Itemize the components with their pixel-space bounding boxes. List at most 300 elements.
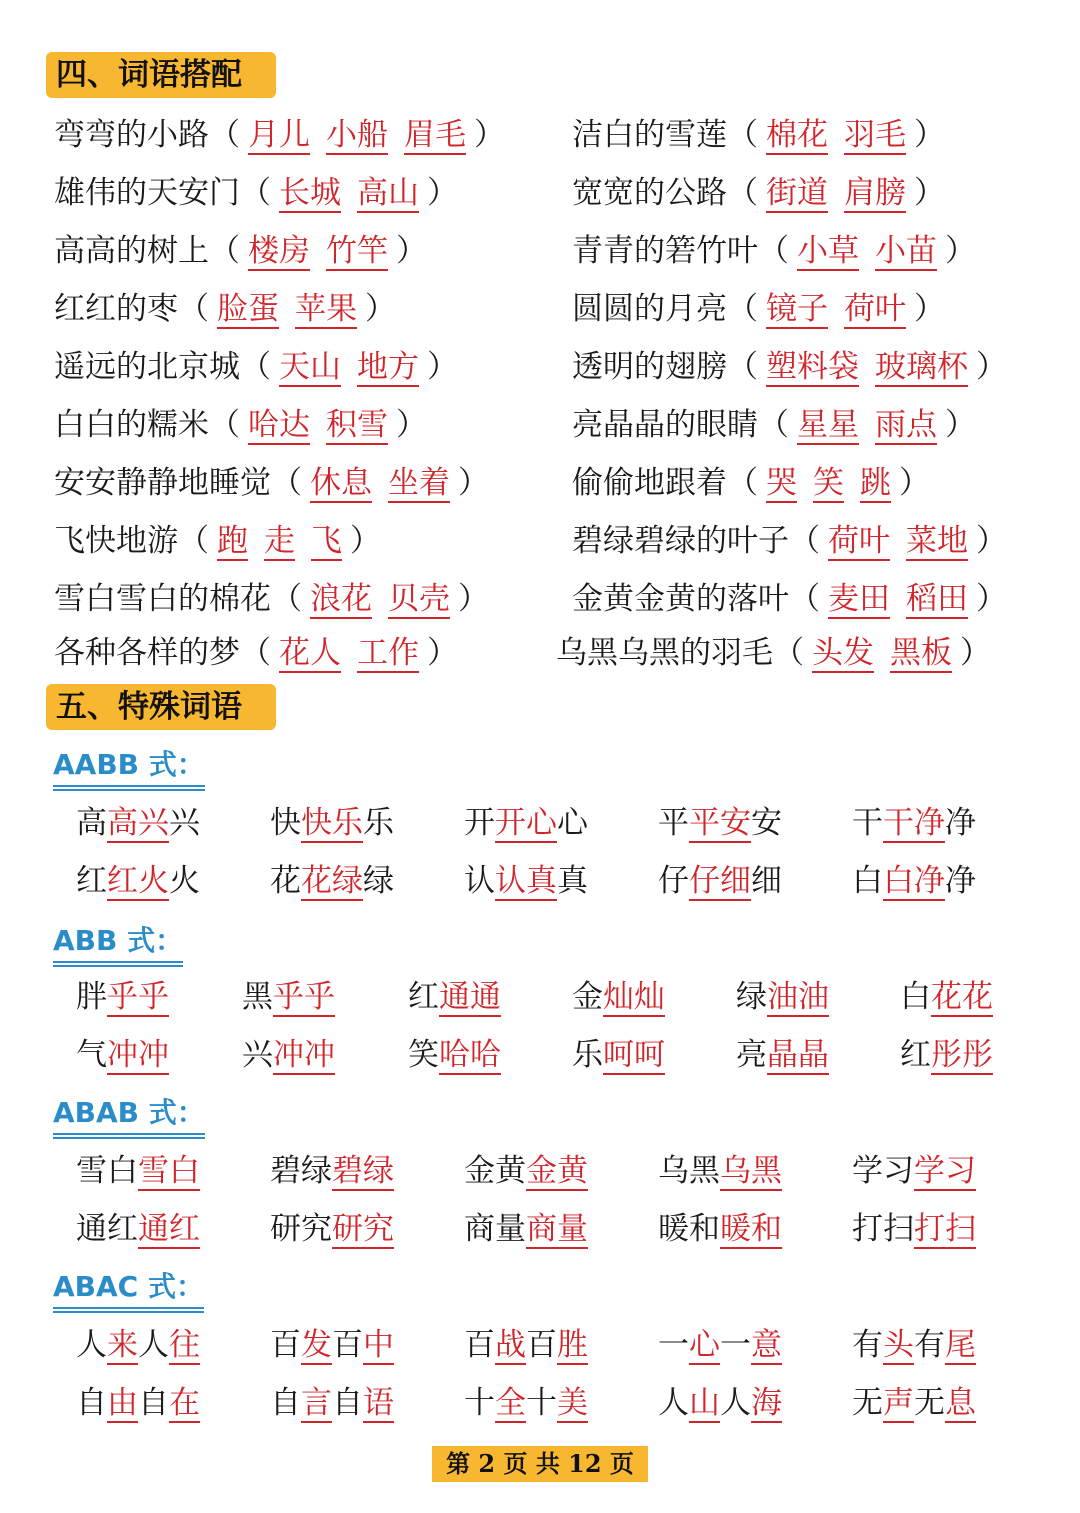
collocation-phrase: 遥远的北京城 <box>54 349 240 385</box>
word-part: 打扫 <box>852 1211 914 1247</box>
close-paren: ） <box>474 117 505 153</box>
close-paren: ） <box>427 635 458 671</box>
close-paren: ） <box>976 581 1007 617</box>
word-item <box>242 1030 335 1080</box>
word-item <box>270 1320 394 1370</box>
collocation-answer: 苹果 <box>295 291 357 327</box>
word-part: 暖和 <box>658 1211 720 1247</box>
word-item <box>464 798 588 848</box>
word-part: 细 <box>751 863 782 899</box>
word-part-highlight: 声 <box>883 1385 914 1421</box>
open-paren: （ <box>758 407 789 443</box>
collocation-answer: 麦田 <box>828 581 890 617</box>
open-paren: （ <box>271 581 302 617</box>
word-part: 胖 <box>76 979 107 1015</box>
collocation-answer: 长城 <box>279 175 341 211</box>
collocation-answer: 花人 <box>279 635 341 671</box>
open-paren: （ <box>727 465 758 501</box>
collocation-answer: 镜子 <box>766 291 828 327</box>
collocation-item <box>54 400 427 450</box>
word-part: 笑 <box>408 1037 439 1073</box>
word-part: 自 <box>76 1385 107 1421</box>
word-part: 红 <box>76 863 107 899</box>
word-part: 红 <box>900 1037 931 1073</box>
word-part-highlight: 冲冲 <box>107 1037 169 1073</box>
word-item <box>852 798 976 848</box>
word-item <box>464 1146 588 1196</box>
word-item <box>76 1320 200 1370</box>
word-part-highlight: 油油 <box>767 979 829 1015</box>
word-part: 火 <box>169 863 200 899</box>
open-paren: （ <box>271 465 302 501</box>
word-part-highlight: 山 <box>689 1385 720 1421</box>
word-item <box>76 1378 200 1428</box>
word-part: 干 <box>852 805 883 841</box>
word-part: 商量 <box>464 1211 526 1247</box>
word-item <box>464 1204 588 1254</box>
word-part: 无 <box>852 1385 883 1421</box>
word-item <box>76 1030 169 1080</box>
word-item <box>900 1030 993 1080</box>
word-part-highlight: 哈哈 <box>439 1037 501 1073</box>
close-paren: ） <box>914 175 945 211</box>
collocation-phrase: 飞快地游 <box>54 523 178 559</box>
close-paren: ） <box>976 523 1007 559</box>
collocation-answer: 笑 <box>813 465 844 501</box>
collocation-answer: 竹竿 <box>326 233 388 269</box>
word-item <box>76 1204 200 1254</box>
word-item <box>658 1378 782 1428</box>
word-part-highlight: 红火 <box>107 863 169 899</box>
word-part: 十 <box>526 1385 557 1421</box>
word-item <box>572 1030 665 1080</box>
collocation-phrase: 弯弯的小路 <box>54 117 209 153</box>
collocation-answer: 菜地 <box>906 523 968 559</box>
word-item <box>408 972 501 1022</box>
word-part-highlight: 干净 <box>883 805 945 841</box>
word-item <box>270 856 394 906</box>
close-paren: ） <box>945 233 976 269</box>
collocation-answer: 羽毛 <box>844 117 906 153</box>
word-item <box>76 798 200 848</box>
collocation-phrase: 高高的树上 <box>54 233 209 269</box>
collocation-item <box>54 284 396 334</box>
word-item <box>658 1146 782 1196</box>
collocation-item <box>54 458 489 508</box>
word-pattern-label: ABB 式： <box>53 924 183 963</box>
collocation-item <box>572 284 945 334</box>
word-item <box>464 856 588 906</box>
collocation-phrase: 青青的箬竹叶 <box>572 233 758 269</box>
close-paren: ） <box>945 407 976 443</box>
word-part: 有 <box>914 1327 945 1363</box>
word-part-highlight: 尾 <box>945 1327 976 1363</box>
collocation-answer: 黑板 <box>890 635 952 671</box>
close-paren: ） <box>350 523 381 559</box>
word-item <box>736 972 829 1022</box>
word-part: 乌黑 <box>658 1153 720 1189</box>
word-item <box>270 1146 394 1196</box>
close-paren: ） <box>365 291 396 327</box>
word-part-highlight: 彤彤 <box>931 1037 993 1073</box>
word-part-highlight: 战 <box>495 1327 526 1363</box>
collocation-row <box>0 516 1080 566</box>
collocation-phrase: 碧绿碧绿的叶子 <box>572 523 789 559</box>
collocation-item <box>572 226 976 276</box>
word-part-highlight: 通红 <box>138 1211 200 1247</box>
word-part: 心 <box>557 805 588 841</box>
word-item <box>852 856 976 906</box>
close-paren: ） <box>914 117 945 153</box>
word-item <box>852 1146 976 1196</box>
word-part: 乐 <box>572 1037 603 1073</box>
collocation-item <box>54 516 381 566</box>
collocation-answer: 哈达 <box>248 407 310 443</box>
word-part: 黑 <box>242 979 273 1015</box>
collocation-answer: 高山 <box>357 175 419 211</box>
word-part-highlight: 平安 <box>689 805 751 841</box>
open-paren: （ <box>209 407 240 443</box>
word-pattern-label: ABAB 式： <box>53 1096 205 1135</box>
word-item <box>270 1378 394 1428</box>
collocation-answer: 脸蛋 <box>217 291 279 327</box>
word-part-highlight: 商量 <box>526 1211 588 1247</box>
word-part-highlight: 由 <box>107 1385 138 1421</box>
word-part-highlight: 研究 <box>332 1211 394 1247</box>
word-part: 仔 <box>658 863 689 899</box>
word-part: 红 <box>408 979 439 1015</box>
word-part-highlight: 乎乎 <box>107 979 169 1015</box>
collocation-item <box>54 628 458 678</box>
word-item <box>658 1204 782 1254</box>
collocation-answer: 贝壳 <box>388 581 450 617</box>
collocation-phrase: 偷偷地跟着 <box>572 465 727 501</box>
word-part-highlight: 乌黑 <box>720 1153 782 1189</box>
collocation-answer: 眉毛 <box>404 117 466 153</box>
collocation-row <box>0 226 1080 276</box>
collocation-answer: 小苗 <box>875 233 937 269</box>
collocation-phrase: 白白的糯米 <box>54 407 209 443</box>
word-part: 百 <box>464 1327 495 1363</box>
word-part-highlight: 言 <box>301 1385 332 1421</box>
collocation-answer: 浪花 <box>310 581 372 617</box>
word-part-highlight: 语 <box>363 1385 394 1421</box>
collocation-answer: 稻田 <box>906 581 968 617</box>
word-part-highlight: 在 <box>169 1385 200 1421</box>
word-pattern-label: ABAC 式： <box>53 1270 204 1309</box>
collocation-answer: 棉花 <box>766 117 828 153</box>
word-item <box>76 1146 200 1196</box>
word-part-highlight: 快乐 <box>301 805 363 841</box>
collocation-answer: 天山 <box>279 349 341 385</box>
collocation-answer: 肩膀 <box>844 175 906 211</box>
word-part-highlight: 晶晶 <box>767 1037 829 1073</box>
collocation-answer: 荷叶 <box>828 523 890 559</box>
word-row <box>0 1146 1080 1196</box>
collocation-phrase: 雪白雪白的棉花 <box>54 581 271 617</box>
word-part: 十 <box>464 1385 495 1421</box>
open-paren: （ <box>789 523 820 559</box>
collocation-item <box>54 226 427 276</box>
close-paren: ） <box>960 635 991 671</box>
word-part: 一 <box>658 1327 689 1363</box>
word-item <box>464 1320 588 1370</box>
open-paren: （ <box>240 349 271 385</box>
close-paren: ） <box>914 291 945 327</box>
word-part: 研究 <box>270 1211 332 1247</box>
word-part-highlight: 中 <box>363 1327 394 1363</box>
word-part-highlight: 呵呵 <box>603 1037 665 1073</box>
word-part: 气 <box>76 1037 107 1073</box>
collocation-row <box>0 168 1080 218</box>
word-part: 乐 <box>363 805 394 841</box>
word-part-highlight: 来 <box>107 1327 138 1363</box>
word-part-highlight: 头 <box>883 1327 914 1363</box>
word-part: 净 <box>945 863 976 899</box>
section-title-special-words: 五、特殊词语 <box>46 684 276 730</box>
word-part: 有 <box>852 1327 883 1363</box>
word-part-highlight: 冲冲 <box>273 1037 335 1073</box>
word-item <box>242 972 335 1022</box>
collocation-answer: 头发 <box>812 635 874 671</box>
open-paren: （ <box>758 233 789 269</box>
open-paren: （ <box>209 233 240 269</box>
word-pattern-label: AABB 式： <box>53 748 205 787</box>
collocation-row <box>0 628 1080 678</box>
word-part: 快 <box>270 805 301 841</box>
open-paren: （ <box>178 291 209 327</box>
word-part-highlight: 认真 <box>495 863 557 899</box>
collocation-item <box>572 458 930 508</box>
word-part: 碧绿 <box>270 1153 332 1189</box>
word-item <box>852 1378 976 1428</box>
word-part: 学习 <box>852 1153 914 1189</box>
word-item <box>658 1320 782 1370</box>
word-part: 人 <box>76 1327 107 1363</box>
word-item <box>852 1320 976 1370</box>
collocation-item <box>572 110 945 160</box>
collocation-row <box>0 342 1080 392</box>
collocation-phrase: 透明的翅膀 <box>572 349 727 385</box>
word-part-highlight: 美 <box>557 1385 588 1421</box>
word-row <box>0 1320 1080 1370</box>
collocation-answer: 走 <box>264 523 295 559</box>
word-part-highlight: 仔细 <box>689 863 751 899</box>
collocation-item <box>572 342 1007 392</box>
collocation-answer: 地方 <box>357 349 419 385</box>
word-part-highlight: 胜 <box>557 1327 588 1363</box>
word-part-highlight: 灿灿 <box>603 979 665 1015</box>
collocation-phrase: 圆圆的月亮 <box>572 291 727 327</box>
word-part-highlight: 通通 <box>439 979 501 1015</box>
open-paren: （ <box>727 349 758 385</box>
word-part: 真 <box>557 863 588 899</box>
word-item <box>658 798 782 848</box>
word-part: 白 <box>900 979 931 1015</box>
collocation-row <box>0 574 1080 624</box>
collocation-phrase: 红红的枣 <box>54 291 178 327</box>
word-part: 自 <box>332 1385 363 1421</box>
word-part-highlight: 打扫 <box>914 1211 976 1247</box>
collocation-row <box>0 400 1080 450</box>
collocation-phrase: 安安静静地睡觉 <box>54 465 271 501</box>
word-item <box>76 856 200 906</box>
collocation-answer: 哭 <box>766 465 797 501</box>
open-paren: （ <box>178 523 209 559</box>
collocation-item <box>572 400 976 450</box>
word-part: 花 <box>270 863 301 899</box>
word-part-highlight: 意 <box>751 1327 782 1363</box>
word-part: 自 <box>270 1385 301 1421</box>
collocation-item <box>556 628 991 678</box>
word-item <box>572 972 665 1022</box>
word-part-highlight: 白净 <box>883 863 945 899</box>
word-part: 百 <box>332 1327 363 1363</box>
word-part: 高 <box>76 805 107 841</box>
word-part-highlight: 高兴 <box>107 805 169 841</box>
word-part: 自 <box>138 1385 169 1421</box>
word-item <box>852 1204 976 1254</box>
open-paren: （ <box>240 175 271 211</box>
page-number: 第 2 页 共 12 页 <box>432 1446 648 1482</box>
word-part: 金 <box>572 979 603 1015</box>
close-paren: ） <box>899 465 930 501</box>
collocation-answer: 月儿 <box>248 117 310 153</box>
collocation-item <box>54 110 505 160</box>
collocation-answer: 玻璃杯 <box>875 349 968 385</box>
collocation-item <box>572 168 945 218</box>
collocation-item <box>572 516 1007 566</box>
word-part: 人 <box>720 1385 751 1421</box>
open-paren: （ <box>209 117 240 153</box>
word-part: 金黄 <box>464 1153 526 1189</box>
open-paren: （ <box>240 635 271 671</box>
word-part: 人 <box>138 1327 169 1363</box>
collocation-phrase: 各种各样的梦 <box>54 635 240 671</box>
collocation-item <box>54 342 458 392</box>
word-item <box>270 798 394 848</box>
word-part: 无 <box>914 1385 945 1421</box>
word-part-highlight: 往 <box>169 1327 200 1363</box>
word-part: 认 <box>464 863 495 899</box>
word-part: 平 <box>658 805 689 841</box>
collocation-row <box>0 458 1080 508</box>
collocation-answer: 积雪 <box>326 407 388 443</box>
collocation-phrase: 雄伟的天安门 <box>54 175 240 211</box>
word-item <box>464 1378 588 1428</box>
collocation-answer: 街道 <box>766 175 828 211</box>
word-item <box>408 1030 501 1080</box>
word-part: 通红 <box>76 1211 138 1247</box>
word-item <box>270 1204 394 1254</box>
word-part-highlight: 开心 <box>495 805 557 841</box>
collocation-item <box>572 574 1007 624</box>
word-part-highlight: 息 <box>945 1385 976 1421</box>
word-part-highlight: 金黄 <box>526 1153 588 1189</box>
open-paren: （ <box>727 291 758 327</box>
collocation-phrase: 金黄金黄的落叶 <box>572 581 789 617</box>
word-part: 兴 <box>169 805 200 841</box>
open-paren: （ <box>727 117 758 153</box>
word-row <box>0 1030 1080 1080</box>
word-part: 绿 <box>363 863 394 899</box>
open-paren: （ <box>773 635 804 671</box>
word-item <box>76 972 169 1022</box>
section-title-collocation: 四、词语搭配 <box>46 52 276 98</box>
collocation-answer: 楼房 <box>248 233 310 269</box>
word-part-highlight: 海 <box>751 1385 782 1421</box>
collocation-row <box>0 284 1080 334</box>
word-part-highlight: 全 <box>495 1385 526 1421</box>
word-part: 白 <box>852 863 883 899</box>
word-row <box>0 856 1080 906</box>
collocation-answer: 跑 <box>217 523 248 559</box>
word-part-highlight: 心 <box>689 1327 720 1363</box>
close-paren: ） <box>427 349 458 385</box>
close-paren: ） <box>427 175 458 211</box>
collocation-row <box>0 110 1080 160</box>
word-item <box>736 1030 829 1080</box>
word-part: 人 <box>658 1385 689 1421</box>
word-part-highlight: 乎乎 <box>273 979 335 1015</box>
close-paren: ） <box>458 581 489 617</box>
word-part-highlight: 花绿 <box>301 863 363 899</box>
collocation-answer: 小船 <box>326 117 388 153</box>
word-part: 安 <box>751 805 782 841</box>
word-part-highlight: 发 <box>301 1327 332 1363</box>
close-paren: ） <box>396 407 427 443</box>
collocation-item <box>54 574 489 624</box>
collocation-phrase: 亮晶晶的眼睛 <box>572 407 758 443</box>
word-part: 兴 <box>242 1037 273 1073</box>
word-part: 一 <box>720 1327 751 1363</box>
word-part: 开 <box>464 805 495 841</box>
collocation-answer: 雨点 <box>875 407 937 443</box>
word-item <box>658 856 782 906</box>
word-row <box>0 972 1080 1022</box>
word-part: 百 <box>526 1327 557 1363</box>
word-part: 雪白 <box>76 1153 138 1189</box>
close-paren: ） <box>976 349 1007 385</box>
collocation-item <box>54 168 458 218</box>
word-part: 百 <box>270 1327 301 1363</box>
close-paren: ） <box>396 233 427 269</box>
collocation-phrase: 洁白的雪莲 <box>572 117 727 153</box>
word-item <box>900 972 993 1022</box>
word-row <box>0 798 1080 848</box>
collocation-phrase: 宽宽的公路 <box>572 175 727 211</box>
word-row <box>0 1204 1080 1254</box>
collocation-answer: 休息 <box>310 465 372 501</box>
collocation-answer: 荷叶 <box>844 291 906 327</box>
word-part: 绿 <box>736 979 767 1015</box>
word-part-highlight: 暖和 <box>720 1211 782 1247</box>
word-part-highlight: 碧绿 <box>332 1153 394 1189</box>
collocation-answer: 小草 <box>797 233 859 269</box>
word-part-highlight: 花花 <box>931 979 993 1015</box>
collocation-phrase: 乌黑乌黑的羽毛 <box>556 635 773 671</box>
word-part: 净 <box>945 805 976 841</box>
collocation-answer: 坐着 <box>388 465 450 501</box>
word-row <box>0 1378 1080 1428</box>
open-paren: （ <box>727 175 758 211</box>
word-part-highlight: 学习 <box>914 1153 976 1189</box>
open-paren: （ <box>789 581 820 617</box>
word-part: 亮 <box>736 1037 767 1073</box>
collocation-answer: 塑料袋 <box>766 349 859 385</box>
word-part-highlight: 雪白 <box>138 1153 200 1189</box>
collocation-answer: 工作 <box>357 635 419 671</box>
